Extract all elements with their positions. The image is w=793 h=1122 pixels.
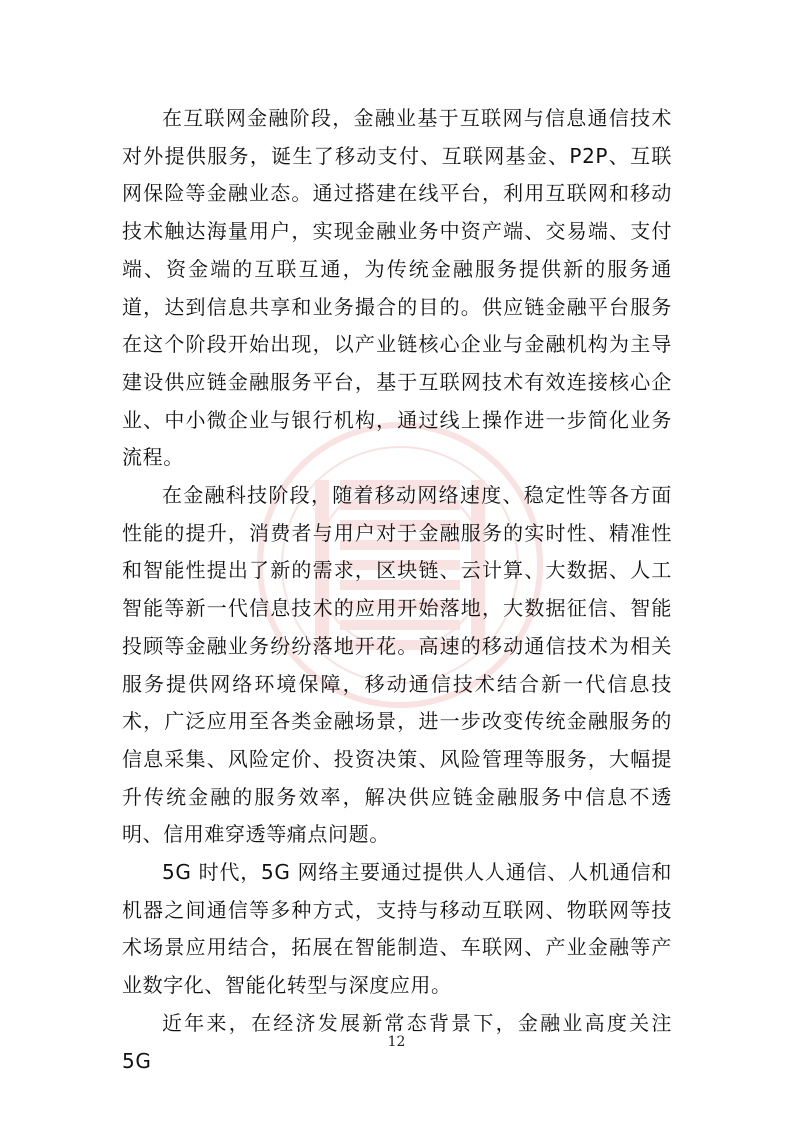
paragraph-4: 近年来，在经济发展新常态背景下，金融业高度关注 5G <box>122 1010 672 1073</box>
body-text <box>122 100 672 1080</box>
paragraph-1: 在互联网金融阶段，金融业基于互联网与信息通信技术对外提供服务，诞生了移动支付、互联网基金、P2P、互联网保险等金融业态。通过搭建在线平台，利用互联网和移动技术触达海量用户，实现金融业务中资产端、交易端、支付端、资金端的互联互通，为传统金融服务提供新的服务通道，达到信息共享和业务撮合的目的。供应链金融平台服务在这个阶段开始出现，以产业链核心企业与金融机构为主导建设供应链金融服务平台，基于互联网技术有效连接核心企业、中小微企业与银行机构，通过线上操作进一步简化业务流程。 <box>122 106 672 470</box>
paragraph-3: 5G 时代，5G 网络主要通过提供人人通信、人机通信和机器之间通信等多种方式，支持与移动互联网、物联网等技术场景应用结合，拓展在智能制造、车联网、产业金融等产业数字化、智能化转型与深度应用。 <box>122 860 672 998</box>
paragraph-2: 在金融科技阶段，随着移动网络速度、稳定性等各方面性能的提升，消费者与用户对于金融服务的实时性、精准性和智能性提出了新的需求，区块链、云计算、大数据、人工智能等新一代信息技术的应用开始落地，大数据征信、智能投顾等金融业务纷纷落地开花。高速的移动通信技术为相关服务提供网络环境保障，移动通信技术结合新一代信息技术，广泛应用至各类金融场景，进一步改变传统金融服务的信息采集、风险定价、投资决策、风险管理等服务，大幅提升传统金融的服务效率，解决供应链金融服务中信息不透明、信用难穿透等痛点问题。 <box>122 483 672 847</box>
page-number: 12 <box>387 1034 406 1050</box>
